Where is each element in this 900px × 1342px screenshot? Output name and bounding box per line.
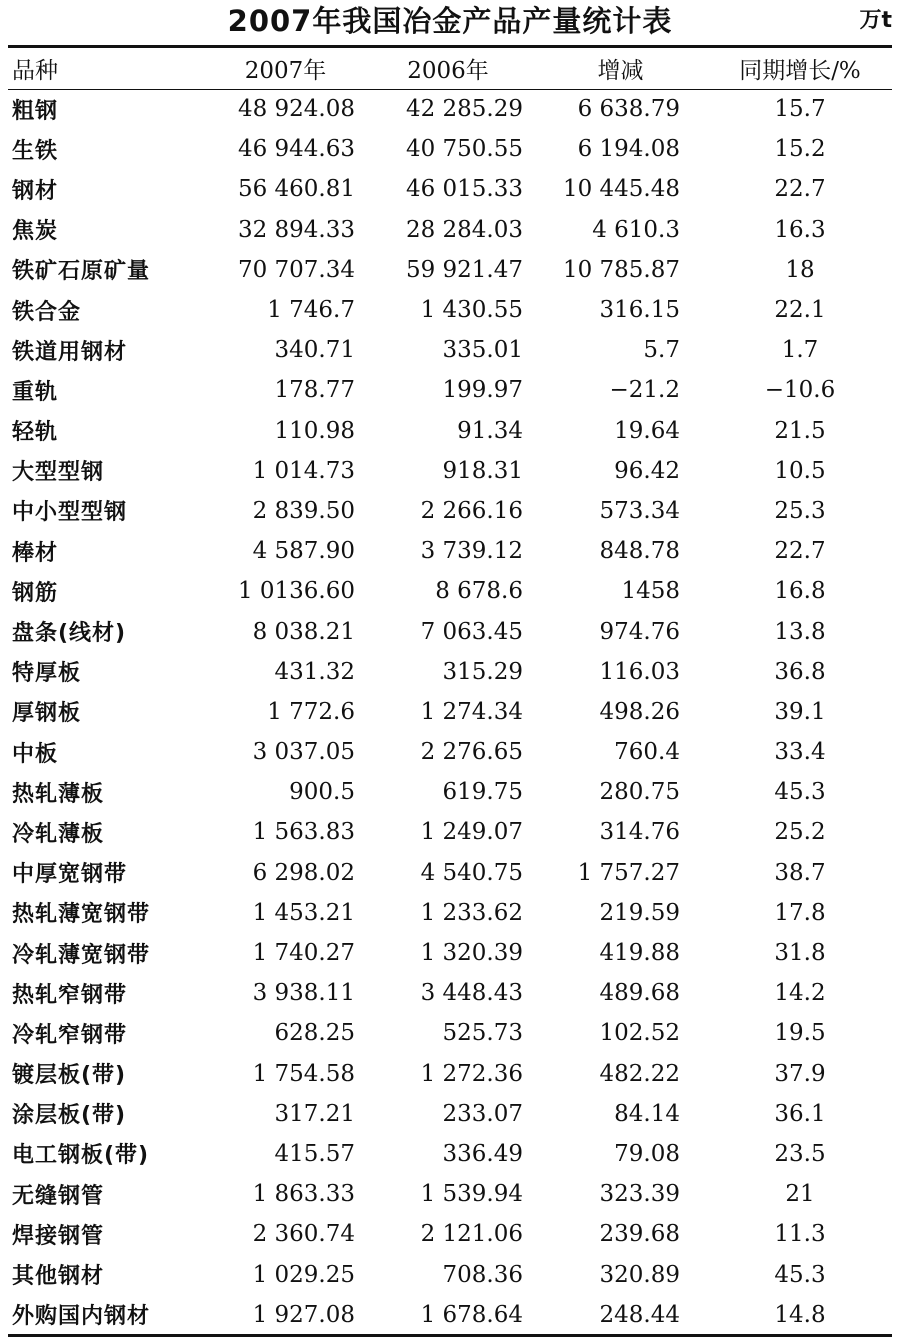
cell-2006: 1 320.39: [420, 940, 523, 967]
cell-variety: 热轧窄钢带: [12, 982, 128, 1008]
cell-growth: 21: [785, 1181, 815, 1208]
table-row: [8, 571, 892, 611]
cell-2007: 3 938.11: [252, 980, 355, 1007]
cell-growth: 22.7: [774, 538, 826, 565]
cell-2006: 1 233.62: [420, 899, 523, 926]
table-row: [8, 1174, 892, 1214]
cell-2007: 46 944.63: [237, 136, 355, 163]
cell-change: 316.15: [599, 297, 680, 324]
cell-2007: 3 037.05: [252, 739, 355, 766]
cell-growth: 45.3: [774, 779, 826, 806]
table-row: [8, 812, 892, 852]
cell-2006: 2 266.16: [420, 497, 523, 524]
cell-variety: 轻轨: [12, 420, 59, 446]
cell-change: −21.2: [609, 377, 680, 404]
cell-change: 239.68: [599, 1221, 680, 1248]
cell-2006: 2 276.65: [420, 739, 523, 766]
cell-change: 482.22: [599, 1060, 680, 1087]
cell-2007: 2 839.50: [252, 497, 355, 524]
table-row: [8, 652, 892, 692]
cell-growth: 45.3: [774, 1261, 826, 1288]
cell-2007: 32 894.33: [237, 216, 355, 243]
table-body: [8, 89, 892, 1335]
cell-variety: 盘条(线材): [12, 621, 127, 647]
cell-growth: 37.9: [774, 1060, 826, 1087]
cell-change: 1 757.27: [577, 859, 680, 886]
cell-growth: 23.5: [774, 1140, 826, 1167]
table-row: [8, 611, 892, 651]
cell-change: 84.14: [614, 1100, 680, 1127]
cell-change: 219.59: [599, 899, 680, 926]
cell-2007: 1 754.58: [252, 1060, 355, 1087]
cell-2007: 340.71: [274, 337, 355, 364]
cell-2007: 178.77: [274, 377, 355, 404]
cell-2006: 4 540.75: [420, 859, 523, 886]
cell-2007: 431.32: [274, 658, 355, 685]
cell-growth: 11.3: [774, 1221, 826, 1248]
cell-2007: 628.25: [274, 1020, 355, 1047]
cell-2006: 3 739.12: [420, 538, 523, 565]
cell-2006: 2 121.06: [420, 1221, 523, 1248]
cell-variety: 铁道用钢材: [12, 339, 128, 365]
cell-variety: 热轧薄宽钢带: [12, 902, 151, 928]
table-title: 2007年我国冶金产品产量统计表: [227, 4, 673, 38]
table-row: [8, 1295, 892, 1335]
header-2006: 2006年: [407, 58, 489, 84]
table-row: [8, 491, 892, 531]
unit-label: 万t: [859, 8, 892, 33]
cell-2007: 1 863.33: [252, 1181, 355, 1208]
cell-variety: 电工钢板(带): [12, 1143, 150, 1169]
cell-change: 10 445.48: [562, 176, 680, 203]
cell-variety: 镀层板(带): [12, 1063, 127, 1089]
cell-variety: 其他钢材: [12, 1264, 105, 1290]
table-row: [8, 250, 892, 290]
cell-2006: 199.97: [442, 377, 523, 404]
cell-variety: 钢材: [12, 178, 59, 204]
cell-2007: 1 014.73: [252, 457, 355, 484]
cell-variety: 涂层板(带): [12, 1103, 127, 1129]
cell-2007: 1 0136.60: [237, 578, 355, 605]
cell-2006: 233.07: [442, 1100, 523, 1127]
table-row: [8, 210, 892, 250]
cell-2007: 2 360.74: [252, 1221, 355, 1248]
table-row: [8, 370, 892, 410]
cell-growth: 25.3: [774, 497, 826, 524]
cell-2007: 4 587.90: [252, 538, 355, 565]
cell-2007: 415.57: [274, 1140, 355, 1167]
cell-change: 573.34: [599, 497, 680, 524]
cell-2006: 91.34: [457, 417, 523, 444]
cell-2006: 335.01: [442, 337, 523, 364]
cell-change: 280.75: [599, 779, 680, 806]
table-row: [8, 169, 892, 209]
cell-change: 19.64: [614, 417, 680, 444]
table-row: [8, 451, 892, 491]
cell-2006: 1 539.94: [420, 1181, 523, 1208]
header-change: 增减: [597, 58, 644, 84]
cell-growth: 15.7: [774, 96, 826, 123]
table-row: [8, 692, 892, 732]
cell-2007: 900.5: [289, 779, 355, 806]
table-row: [8, 330, 892, 370]
cell-growth: −10.6: [764, 377, 836, 404]
cell-growth: 18: [785, 256, 815, 283]
cell-variety: 厚钢板: [12, 701, 82, 727]
cell-change: 498.26: [599, 698, 680, 725]
cell-2007: 1 927.08: [252, 1301, 355, 1328]
cell-growth: 25.2: [774, 819, 826, 846]
cell-2007: 70 707.34: [237, 256, 355, 283]
table-row: [8, 129, 892, 169]
cell-2007: 1 029.25: [252, 1261, 355, 1288]
cell-2006: 1 678.64: [420, 1301, 523, 1328]
header-variety: 品种: [12, 58, 58, 84]
cell-change: 6 194.08: [577, 136, 680, 163]
cell-2006: 1 272.36: [420, 1060, 523, 1087]
cell-variety: 铁矿石原矿量: [12, 259, 151, 285]
cell-change: 314.76: [599, 819, 680, 846]
cell-variety: 冷轧薄板: [12, 821, 105, 847]
cell-variety: 中板: [12, 741, 59, 767]
cell-growth: 39.1: [774, 698, 826, 725]
cell-2006: 8 678.6: [435, 578, 523, 605]
cell-2006: 1 249.07: [420, 819, 523, 846]
header-2007: 2007年: [244, 58, 327, 84]
cell-2007: 6 298.02: [252, 859, 355, 886]
cell-variety: 大型型钢: [12, 460, 105, 486]
cell-growth: 36.1: [774, 1100, 826, 1127]
cell-change: 248.44: [599, 1301, 680, 1328]
table-row: [8, 893, 892, 933]
table-row: [8, 89, 892, 129]
cell-growth: 1.7: [781, 337, 819, 364]
cell-growth: 31.8: [774, 940, 826, 967]
cell-growth: 13.8: [774, 618, 826, 645]
table-row: [8, 531, 892, 571]
cell-change: 974.76: [599, 618, 680, 645]
cell-change: 489.68: [599, 980, 680, 1007]
table-row: [8, 1013, 892, 1053]
cell-change: 323.39: [599, 1181, 680, 1208]
cell-2006: 3 448.43: [420, 980, 523, 1007]
cell-growth: 38.7: [774, 859, 826, 886]
cell-2007: 1 772.6: [267, 698, 355, 725]
cell-2007: 1 746.7: [267, 297, 355, 324]
cell-variety: 无缝钢管: [12, 1183, 105, 1209]
cell-2006: 525.73: [442, 1020, 523, 1047]
cell-variety: 生铁: [12, 138, 59, 164]
cell-2006: 42 285.29: [405, 96, 523, 123]
cell-variety: 冷轧薄宽钢带: [12, 942, 151, 968]
cell-variety: 重轨: [12, 379, 59, 405]
cell-growth: 16.8: [774, 578, 826, 605]
cell-variety: 中厚宽钢带: [12, 862, 128, 888]
cell-growth: 14.8: [774, 1301, 826, 1328]
cell-change: 320.89: [599, 1261, 680, 1288]
table-row: [8, 290, 892, 330]
cell-2007: 48 924.08: [237, 96, 355, 123]
cell-2006: 918.31: [442, 457, 523, 484]
cell-change: 6 638.79: [577, 96, 680, 123]
cell-growth: 10.5: [774, 457, 826, 484]
cell-2006: 336.49: [442, 1140, 523, 1167]
cell-variety: 铁合金: [12, 299, 82, 325]
cell-2007: 1 740.27: [252, 940, 355, 967]
cell-growth: 19.5: [774, 1020, 826, 1047]
cell-growth: 21.5: [774, 417, 826, 444]
cell-variety: 中小型型钢: [12, 500, 128, 526]
table-row: [8, 1254, 892, 1294]
cell-variety: 钢筋: [12, 580, 59, 606]
cell-change: 10 785.87: [562, 256, 680, 283]
cell-change: 102.52: [599, 1020, 680, 1047]
header-growth: 同期增长/%: [739, 58, 861, 84]
cell-2006: 619.75: [442, 779, 523, 806]
cell-growth: 36.8: [774, 658, 826, 685]
table-row: [8, 1214, 892, 1254]
cell-2007: 1 453.21: [252, 899, 355, 926]
cell-variety: 焊接钢管: [12, 1223, 105, 1249]
cell-variety: 粗钢: [12, 98, 59, 124]
cell-2006: 708.36: [442, 1261, 523, 1288]
cell-growth: 17.8: [774, 899, 826, 926]
cell-growth: 22.1: [774, 297, 826, 324]
table-row: [8, 772, 892, 812]
cell-change: 848.78: [599, 538, 680, 565]
cell-change: 79.08: [614, 1140, 680, 1167]
cell-2006: 46 015.33: [405, 176, 523, 203]
cell-2007: 56 460.81: [237, 176, 355, 203]
cell-growth: 22.7: [774, 176, 826, 203]
cell-variety: 焦炭: [12, 219, 59, 245]
cell-2007: 110.98: [274, 417, 355, 444]
cell-change: 4 610.3: [592, 216, 680, 243]
cell-change: 760.4: [614, 739, 680, 766]
production-table: [8, 48, 892, 1335]
cell-2007: 317.21: [274, 1100, 355, 1127]
cell-variety: 特厚板: [12, 661, 82, 687]
cell-2006: 7 063.45: [420, 618, 523, 645]
cell-change: 96.42: [614, 457, 680, 484]
table-row: [8, 973, 892, 1013]
cell-change: 1458: [621, 578, 680, 605]
cell-change: 419.88: [599, 940, 680, 967]
cell-2006: 1 430.55: [420, 297, 523, 324]
cell-variety: 棒材: [12, 540, 59, 566]
table-row: [8, 853, 892, 893]
cell-2006: 1 274.34: [420, 698, 523, 725]
cell-variety: 外购国内钢材: [12, 1304, 151, 1330]
cell-growth: 15.2: [774, 136, 826, 163]
header-row: [8, 48, 892, 89]
table-row: [8, 1134, 892, 1174]
table-row: [8, 732, 892, 772]
table-row: [8, 411, 892, 451]
cell-variety: 冷轧窄钢带: [12, 1022, 128, 1048]
cell-variety: 热轧薄板: [12, 781, 105, 807]
cell-2006: 59 921.47: [405, 256, 523, 283]
cell-change: 5.7: [643, 337, 680, 364]
cell-growth: 33.4: [774, 739, 826, 766]
cell-2007: 1 563.83: [252, 819, 355, 846]
cell-2007: 8 038.21: [252, 618, 355, 645]
cell-2006: 28 284.03: [405, 216, 523, 243]
cell-growth: 16.3: [774, 216, 826, 243]
table-row: [8, 933, 892, 973]
cell-change: 116.03: [599, 658, 680, 685]
table-row: [8, 1054, 892, 1094]
cell-2006: 40 750.55: [405, 136, 523, 163]
cell-2006: 315.29: [442, 658, 523, 685]
cell-growth: 14.2: [774, 980, 826, 1007]
table-row: [8, 1094, 892, 1134]
